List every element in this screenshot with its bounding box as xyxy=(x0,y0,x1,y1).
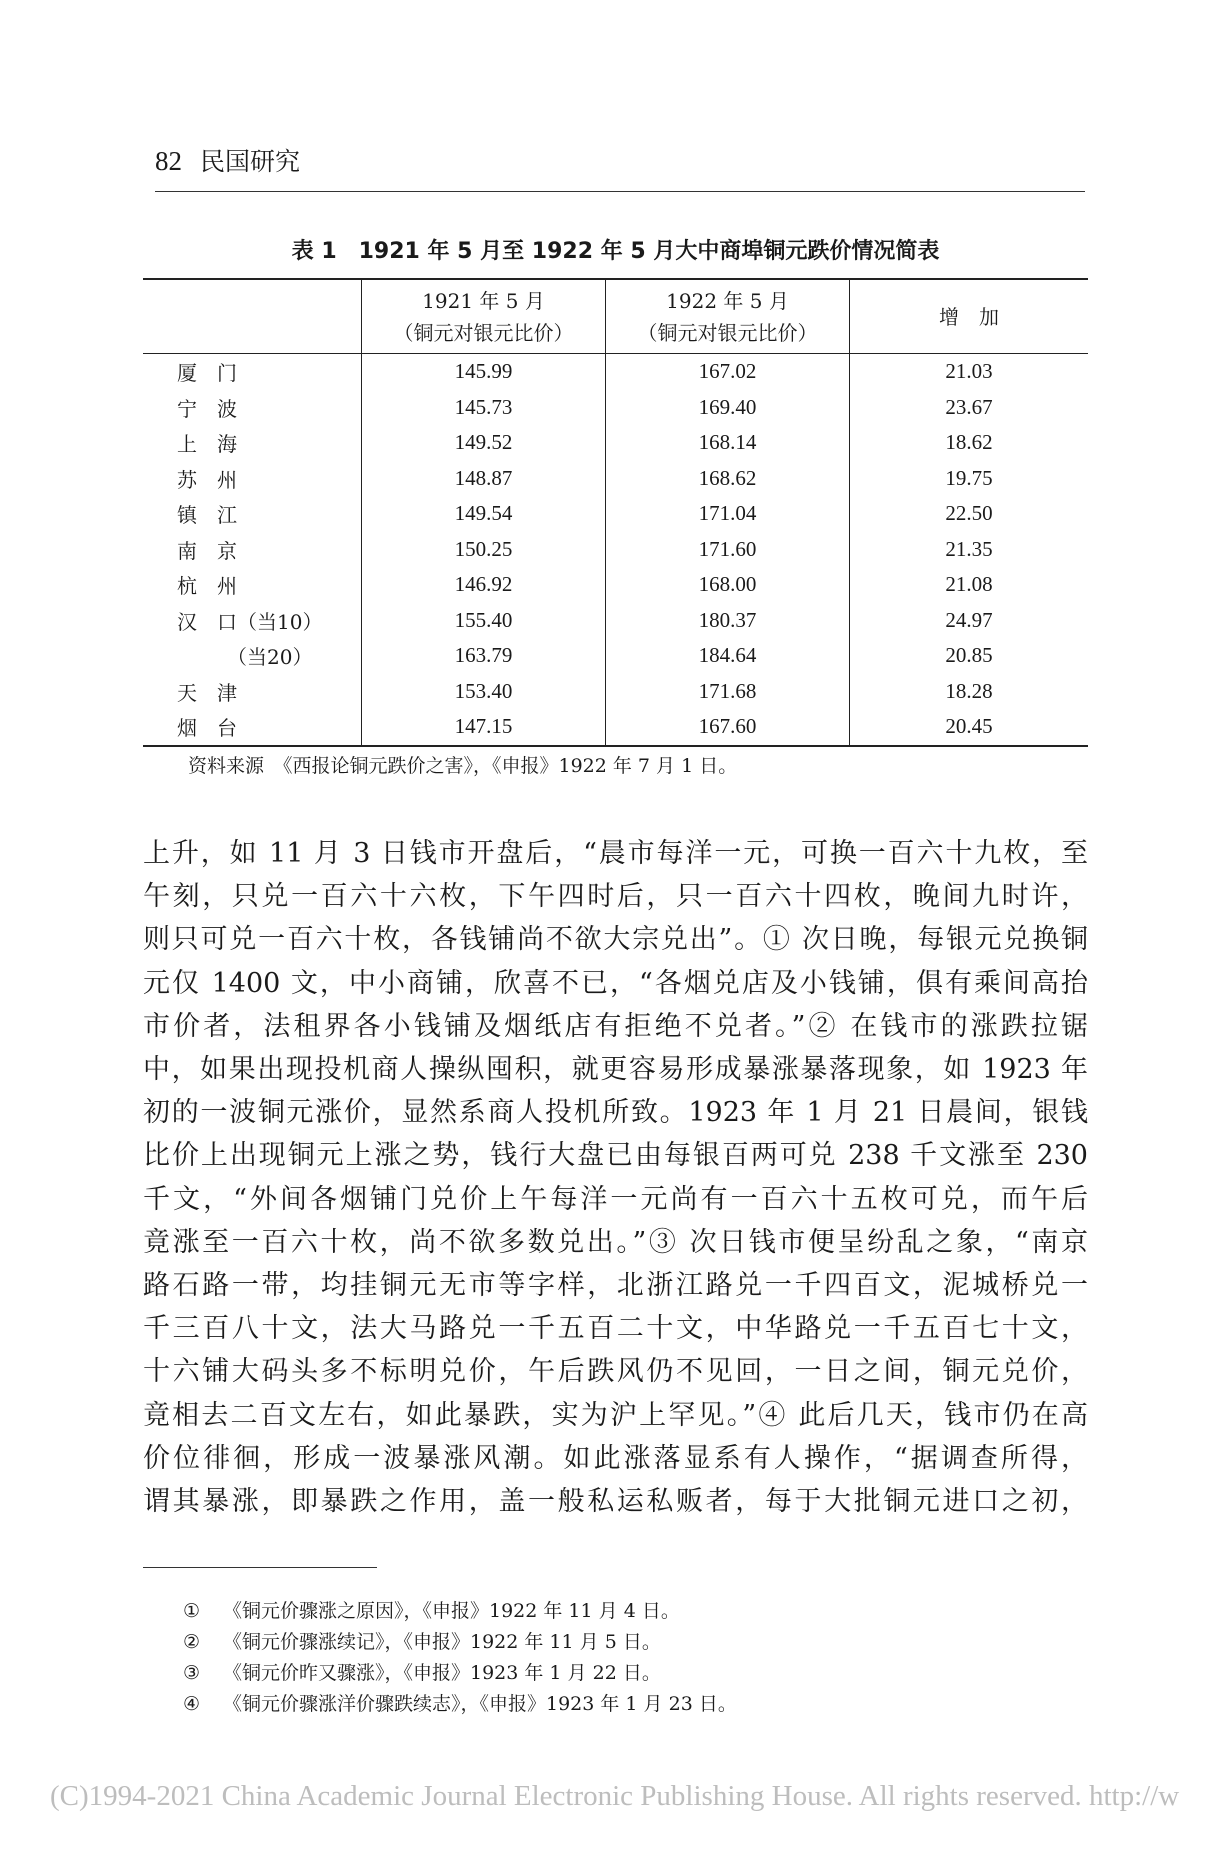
footnote xyxy=(183,1658,1063,1689)
footnote-text: 《铜元价骤涨之原因》，《申报》1922 年 11 月 4 日。 xyxy=(223,1600,680,1622)
table-row: 杭 州 146.92 168.00 21.08 xyxy=(143,567,1088,603)
footnote-list xyxy=(183,1596,1063,1720)
table-row: 天 津 153.40 171.68 18.28 xyxy=(143,674,1088,710)
table-source-note: 资料来源 《西报论铜元跌价之害》，《申报》1922 年 7 月 1 日。 xyxy=(188,755,738,777)
table-row: 南 京 150.25 171.60 21.35 xyxy=(143,532,1088,568)
table-row: 镇 江 149.54 171.04 22.50 xyxy=(143,496,1088,532)
footnote-text: 《铜元价骤涨续记》，《申报》1922 年 11 月 5 日。 xyxy=(223,1631,661,1653)
journal-title: 民国研究 xyxy=(200,147,301,176)
body-line: 中，如果出现投机商人操纵囤积，就更容易形成暴涨暴落现象，如 1923 年 xyxy=(143,1054,1088,1086)
footnote xyxy=(183,1689,1063,1720)
footnote-text: 《铜元价骤涨洋价骤跌续志》，《申报》1923 年 1 月 23 日。 xyxy=(223,1693,737,1715)
table-header-row xyxy=(143,279,1088,354)
table-row: 烟 台 147.15 167.60 20.45 xyxy=(143,709,1088,746)
table-header-blank xyxy=(143,279,362,354)
body-paragraph xyxy=(143,832,1088,1523)
copper-coin-table xyxy=(143,278,1088,747)
table-title: 表 1 1921 年 5 月至 1922 年 5 月大中商埠铜元跌价情况简表 xyxy=(291,239,940,264)
body-line: 午刻，只兑一百六十六枚，下午四时后，只一百六十四枚，晚间九时许， xyxy=(143,881,1088,913)
body-line: 上升，如 11 月 3 日钱市开盘后，“晨市每洋一元，可换一百六十九枚，至 xyxy=(143,838,1088,869)
body-line: 则只可兑一百六十枚，各钱铺尚不欲大宗兑出”。① 次日晚，每银元兑换铜 xyxy=(143,924,1088,956)
body-line: 谓其暴涨，即暴跌之作用，盖一般私运私贩者，每于大批铜元进口之初， xyxy=(143,1486,1088,1518)
table-row: 宁 波 145.73 169.40 23.67 xyxy=(143,390,1088,426)
table-row: 厦 门 145.99 167.02 21.03 xyxy=(143,354,1088,390)
table-header-1922: 1922 年 5 月 （铜元对银元比价） xyxy=(606,279,850,354)
body-line: 初的一波铜元涨价，显然系商人投机所致。1923 年 1 月 21 日晨间，银钱 xyxy=(143,1097,1088,1129)
footnote xyxy=(183,1596,1063,1627)
footnote-mark: ④ xyxy=(183,1693,201,1715)
body-line: 千文，“外间各烟铺门兑价上午每洋一元尚有一百六十五枚可兑，而午后 xyxy=(143,1183,1088,1215)
footnote-mark: ③ xyxy=(183,1662,201,1684)
table-header-increase: 增 加 xyxy=(850,279,1089,354)
body-line: 元仅 1400 文，中小商铺，欣喜不已，“各烟兑店及小钱铺，俱有乘间高抬 xyxy=(143,967,1088,999)
table-row: （当20） 163.79 184.64 20.85 xyxy=(143,638,1088,674)
copyright-watermark: (C)1994-2021 China Academic Journal Electronic Publishing House. All rights reserved. http://w xyxy=(50,1780,1180,1812)
body-line: 竟相去二百文左右，如此暴跌，实为沪上罕见。”④ 此后几天，钱市仍在高 xyxy=(143,1399,1088,1431)
body-line: 十六铺大码头多不标明兑价，午后跌风仍不见回，一日之间，铜元兑价， xyxy=(143,1356,1088,1388)
body-line: 价位徘徊，形成一波暴涨风潮。如此涨落显系有人操作，“据调查所得， xyxy=(143,1442,1088,1474)
table-row: 上 海 149.52 168.14 18.62 xyxy=(143,425,1088,461)
footnote xyxy=(183,1627,1063,1658)
body-line: 千三百八十文，法大马路兑一千五百二十文，中华路兑一千五百七十文， xyxy=(143,1313,1088,1345)
table-row: 苏 州 148.87 168.62 19.75 xyxy=(143,461,1088,497)
footnote-text: 《铜元价昨又骤涨》，《申报》1923 年 1 月 22 日。 xyxy=(223,1662,661,1684)
footnote-mark: ② xyxy=(183,1631,201,1653)
body-line: 比价上出现铜元上涨之势，钱行大盘已由每银百两可兑 238 千文涨至 230 xyxy=(143,1140,1088,1172)
page-header xyxy=(155,144,1085,192)
body-line: 市价者，法租界各小钱铺及烟纸店有拒绝不兑者。”② 在钱市的涨跌拉锯 xyxy=(143,1010,1088,1042)
page-number: 82 xyxy=(155,146,182,176)
table-row: 汉 口（当10） 155.40 180.37 24.97 xyxy=(143,603,1088,639)
body-line: 竟涨至一百六十枚，尚不欲多数兑出。”③ 次日钱市便呈纷乱之象，“南京 xyxy=(143,1226,1089,1258)
table-header-1921: 1921 年 5 月 （铜元对银元比价） xyxy=(362,279,606,354)
footnote-mark: ① xyxy=(183,1600,201,1622)
body-line: 路石路一带，均挂铜元无市等字样，北浙江路兑一千四百文，泥城桥兑一 xyxy=(143,1270,1088,1302)
footnote-divider xyxy=(143,1567,377,1568)
